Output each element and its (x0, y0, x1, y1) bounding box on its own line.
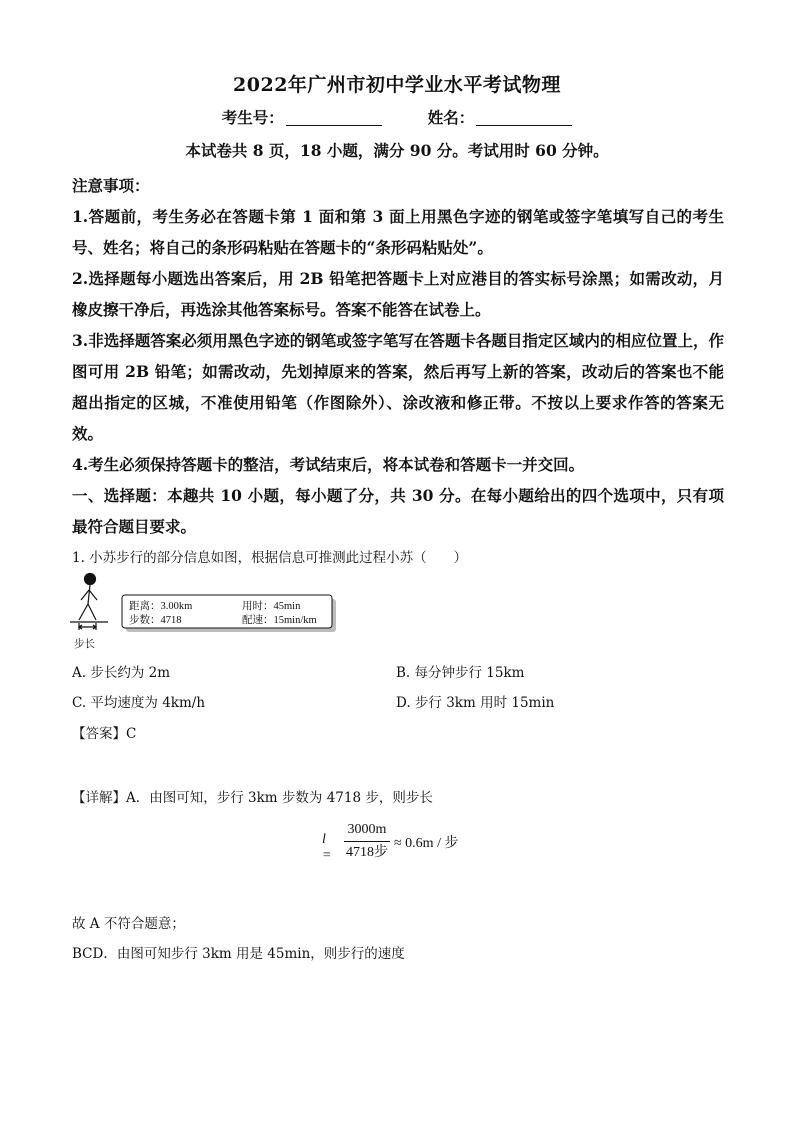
notice-item-3: 3.非选择题答案必须用黑色字迹的钢笔或签字笔写在答题卡各题目指定区域内的相应位置上，作图可用 2B 铅笔；如需改动，先划掉原来的答案，然后再写上新的答案，改动后的答案也不能超出指定的区城，不准使用铅笔（作图除外）、涂改液和修正带。不按以上要求作答的答案无效。 (72, 331, 724, 443)
distance-text: 距离：3.00km (129, 601, 193, 612)
name-blank (476, 109, 572, 126)
fraction-bar (344, 841, 390, 842)
steps-text: 步数：4718 (129, 615, 182, 626)
walking-info-figure (64, 570, 344, 654)
conclusion-text: 故 A 不符合题意； (72, 916, 185, 932)
bcd-text: BCD．由图可知步行 3km 用是 45min，则步行的速度 (72, 946, 405, 962)
exam-info: 本试卷共 8 页，18 小题，满分 90 分。考试用时 60 分钟。 (185, 141, 609, 160)
section-heading: 一、选择题：本趣共 10 小题，每小题了分，共 30 分。在每小题给出的四个选项中，只有项最符合题目要求。 (72, 486, 724, 536)
notice-heading: 注意事项： (72, 176, 150, 195)
time-text: 用时：45min (242, 601, 301, 612)
detail-text: 【详解】A．由图可知，步行 3km 步数为 4718 步，则步长 (72, 790, 433, 806)
pace-text: 配速：15min/km (242, 615, 317, 626)
option-b: B. 每分钟步行 15km (396, 665, 525, 681)
formula-numerator: 3000m (347, 822, 387, 837)
option-c: C. 平均速度为 4km/h (72, 695, 206, 711)
formula-rhs: ≈ 0.6m / 步 (394, 836, 459, 851)
option-d: D. 步行 3km 用时 15min (396, 695, 555, 711)
option-a: A. 步长约为 2m (72, 665, 171, 681)
stride-label: 步长 (74, 639, 95, 650)
notice-item-2: 2.选择题每小题选出答案后，用 2B 铅笔把答题卡上对应港目的答实标号涂黑；如需改动，月橡皮擦干净后，再选涂其他答案标号。答案不能答在试卷上。 (72, 269, 724, 319)
formula-lhs: l = (322, 832, 332, 863)
question-1-stem: 1. 小苏步行的部分信息如图，根据信息可推测此过程小苏（ ） (72, 550, 468, 566)
name-label: 姓名： (427, 108, 475, 127)
candidate-no-blank (286, 109, 382, 126)
notice-item-4: 4.考生必须保持答题卡的整洁，考试结束后，将本试卷和答题卡一并交回。 (72, 455, 585, 474)
candidate-no-label: 考生号： (221, 108, 284, 127)
page-title: 2022年广州市初中学业水平考试物理 (233, 74, 561, 96)
notice-item-1: 1.答题前，考生务必在答题卡第 1 面和第 3 面上用黑色字迹的钢笔或签字笔填写自己的考生号、姓名；将自己的条形码粘贴在答题卡的“条形码粘贴处”。 (72, 207, 724, 257)
answer-text: 【答案】C (72, 726, 137, 742)
candidate-info-line (0, 106, 794, 128)
formula-denominator: 4718步 (346, 845, 388, 860)
formula-fraction (344, 820, 390, 863)
walker-figure (70, 574, 108, 631)
